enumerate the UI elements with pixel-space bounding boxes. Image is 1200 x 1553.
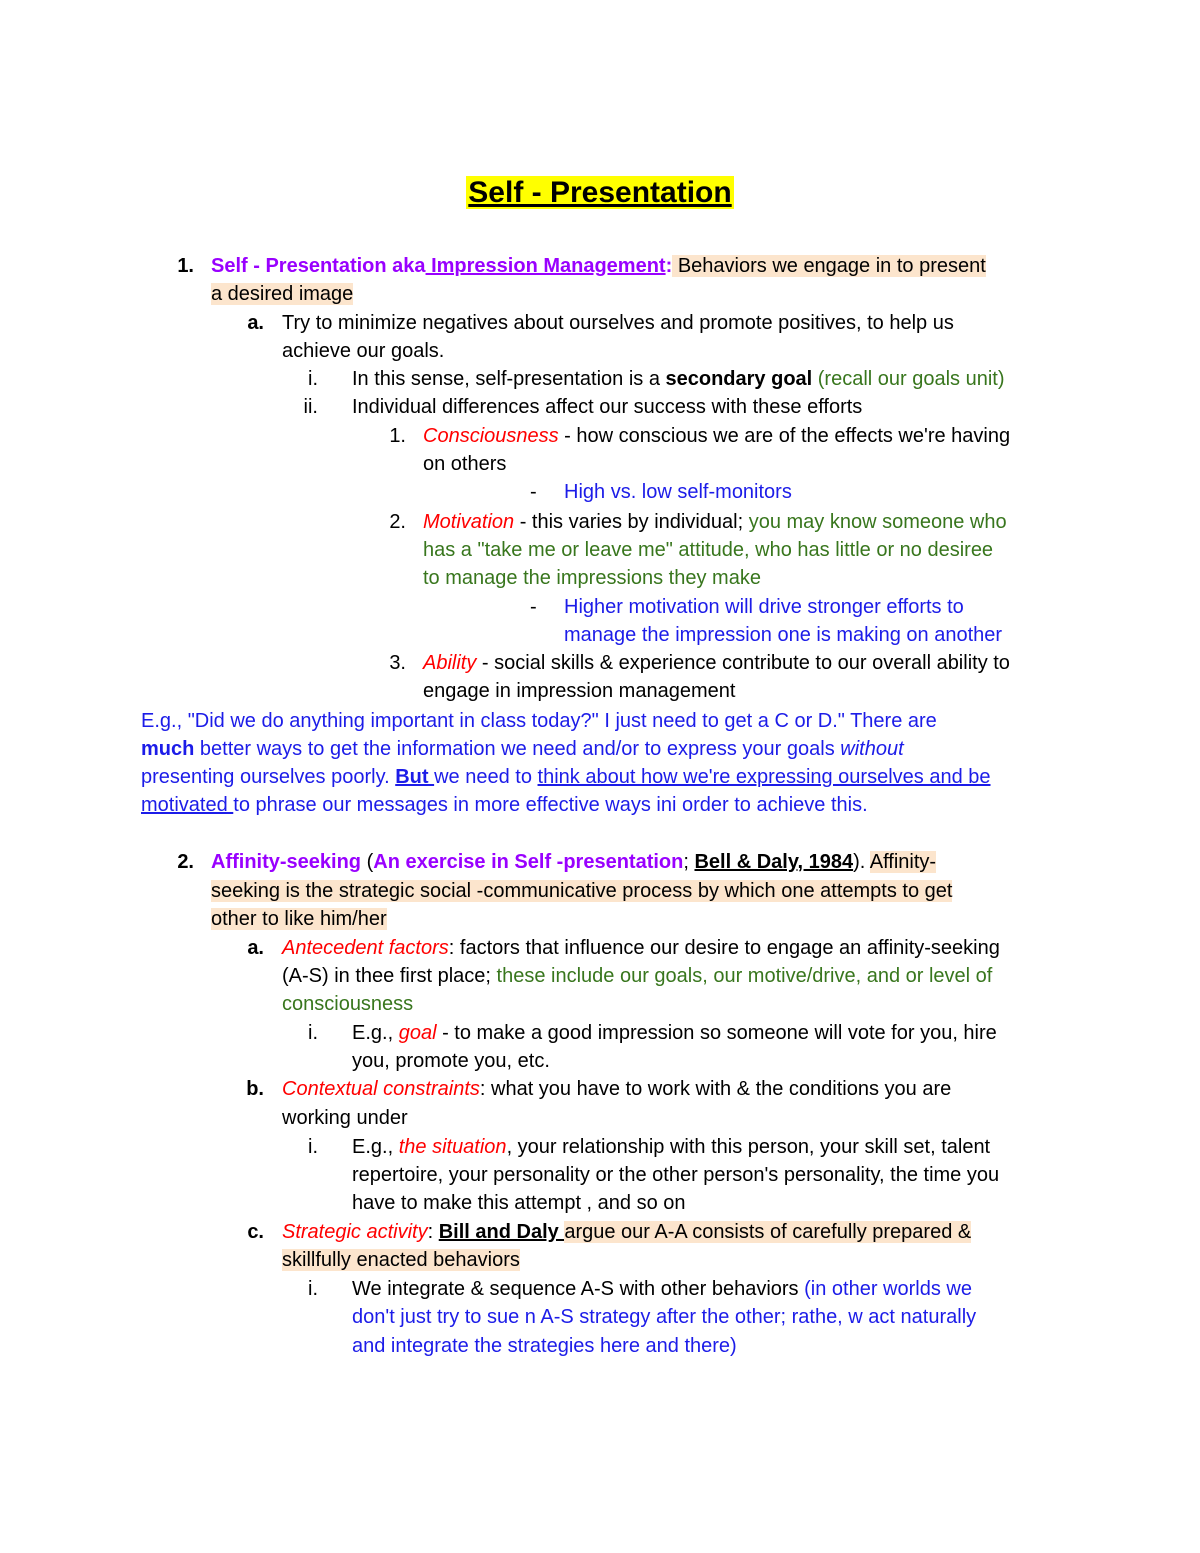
item-n3-marker: 3.	[389, 652, 406, 674]
item-1aii-marker: ii.	[303, 396, 318, 418]
section-1-line-2: a desired image	[211, 283, 354, 305]
item-2ci-line-3: and integrate the strategies here and there)	[352, 1335, 737, 1357]
item-n2-line-1: Motivation - this varies by individual; you may know someone who	[423, 511, 1007, 533]
item-1aii-line: Individual differences affect our success with these efforts	[352, 396, 863, 418]
item-2a-line-2: (A-S) in thee first place; these include our goals, our motive/drive, and or level of	[282, 965, 993, 987]
item-2a-line-3: consciousness	[282, 993, 414, 1015]
item-n2-sub-line-2: manage the impression one is making on another	[564, 624, 1003, 646]
example-line-3: presenting ourselves poorly. But we need to think about how we're expressing ourselves and be	[141, 766, 991, 788]
item-2ci-line-1: We integrate & sequence A-S with other behaviors (in other worlds we	[352, 1278, 972, 1300]
item-1a-line-2: achieve our goals.	[282, 340, 445, 362]
item-2bi-line-3: have to make this attempt , and so on	[352, 1192, 686, 1214]
item-1a-line-1: Try to minimize negatives about ourselves and promote positives, to help us	[282, 312, 954, 334]
section-2-line-2: seeking is the strategic social -communicative process by which one attempts to get	[211, 880, 953, 902]
item-n1-line-1: Consciousness - how conscious we are of the effects we're having	[423, 425, 1011, 447]
item-n2-marker: 2.	[389, 511, 406, 533]
item-n3-line-1: Ability - social skills & experience contribute to our overall ability to	[423, 652, 1010, 674]
item-2c-line-2: skillfully enacted behaviors	[282, 1249, 520, 1271]
section-2-line-1: Affinity-seeking (An exercise in Self -presentation; Bell & Daly, 1984). Affinity-	[211, 851, 937, 873]
document-title: Self - Presentation	[468, 176, 732, 209]
item-2b-line-2: working under	[282, 1107, 408, 1129]
item-2bi-line-2: repertoire, your personality or the other person's personality, the time you	[352, 1164, 1000, 1186]
section-2-line-3: other to like him/her	[211, 908, 387, 930]
item-2bi-line-1: E.g., the situation, your relationship with this person, your skill set, talent	[352, 1136, 991, 1158]
item-1a-marker: a.	[247, 312, 264, 334]
item-2a-line-1: Antecedent factors: factors that influence our desire to engage an affinity-seeking	[282, 937, 1000, 959]
item-n1-sub: High vs. low self-monitors	[564, 481, 792, 503]
item-2ci-line-2: don't just try to sue n A-S strategy after the other; rathe, w act naturally	[352, 1306, 977, 1328]
item-2b-marker: b.	[246, 1078, 264, 1100]
item-n2-dash: -	[530, 596, 537, 618]
item-2bi-marker: i.	[308, 1136, 318, 1158]
item-n1-dash: -	[530, 481, 537, 503]
example-line-1: E.g., "Did we do anything important in class today?" I just need to get a C or D." There are	[141, 710, 937, 732]
section-1-number: 1.	[177, 255, 194, 277]
item-n3-line-2: engage in impression management	[423, 680, 736, 702]
item-2c-line-1: Strategic activity: Bill and Daly argue our A-A consists of carefully prepared &	[282, 1221, 972, 1243]
example-line-4: motivated to phrase our messages in more effective ways ini order to achieve this.	[141, 794, 868, 816]
item-n1-line-2: on others	[423, 453, 507, 475]
item-2ci-marker: i.	[308, 1278, 318, 1300]
section-1-line-1: Self - Presentation aka Impression Management: Behaviors we engage in to present	[211, 255, 986, 277]
item-n1-marker: 1.	[389, 425, 406, 447]
item-1ai-marker: i.	[308, 368, 318, 390]
item-2ai-marker: i.	[308, 1022, 318, 1044]
item-n2-sub-line-1: Higher motivation will drive stronger efforts to	[564, 596, 964, 618]
item-2a-marker: a.	[247, 937, 264, 959]
item-2ai-line-1: E.g., goal - to make a good impression so someone will vote for you, hire	[352, 1022, 997, 1044]
section-2-number: 2.	[177, 851, 194, 873]
example-line-2: much better ways to get the information we need and/or to express your goals without	[141, 738, 904, 760]
item-2c-marker: c.	[247, 1221, 264, 1243]
item-n2-line-3: to manage the impressions they make	[423, 567, 761, 589]
item-1ai-line: In this sense, self-presentation is a secondary goal (recall our goals unit)	[352, 368, 1005, 390]
item-2ai-line-2: you, promote you, etc.	[352, 1050, 550, 1072]
item-2b-line-1: Contextual constraints: what you have to work with & the conditions you are	[282, 1078, 952, 1100]
item-n2-line-2: has a "take me or leave me" attitude, who has little or no desiree	[423, 539, 994, 561]
